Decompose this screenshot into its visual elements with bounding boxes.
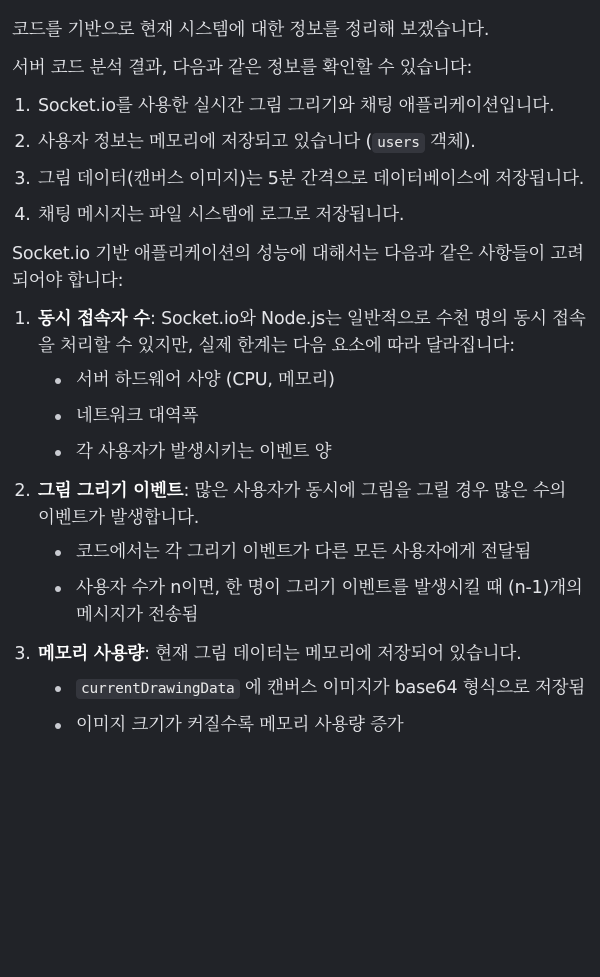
bullet-item: 이미지 크기가 커질수록 메모리 사용량 증가 <box>76 712 588 739</box>
item-title: 동시 접속자 수 <box>38 309 151 329</box>
bullet-item: 네트워크 대역폭 <box>76 403 588 430</box>
performance-item <box>36 478 588 629</box>
bullet-item <box>76 675 588 703</box>
bullet-list <box>38 675 588 739</box>
finding-item: 1. Socket.io를 사용한 실시간 그림 그리기와 채팅 애플리케이션입니다. <box>36 93 588 120</box>
bullet-item: 사용자 수가 n이면, 한 명이 그리기 이벤트를 발생시킬 때 (n-1)개의 메시지가 전송됨 <box>76 575 588 629</box>
finding-item <box>36 129 588 157</box>
finding-item: 3. 그림 데이터(캔버스 이미지)는 5분 간격으로 데이터베이스에 저장됩니다. <box>36 166 588 193</box>
item-title: 메모리 사용량 <box>38 644 145 664</box>
bullet-list <box>38 367 588 466</box>
item-text: : 많은 사용자가 동시에 그림을 그릴 경우 많은 수의 이벤트가 발생합니다. <box>38 481 567 528</box>
inline-code: users <box>372 133 425 153</box>
inline-code: currentDrawingData <box>76 679 240 699</box>
bullet-item: 각 사용자가 발생시키는 이벤트 양 <box>76 439 588 466</box>
bullet-item: 서버 하드웨어 사양 (CPU, 메모리) <box>76 367 588 394</box>
bullet-text: 에 캔버스 이미지가 base64 형식으로 저장됨 <box>239 678 586 698</box>
performance-list <box>12 306 588 739</box>
bullet-list <box>38 539 588 629</box>
intro-paragraph: 코드를 기반으로 현재 시스템에 대한 정보를 정리해 보겠습니다. <box>12 20 490 40</box>
performance-intro: Socket.io 기반 애플리케이션의 성능에 대해서는 다음과 같은 사항들이 고려되어야 합니다: <box>12 244 584 291</box>
finding-text: 사용자 정보는 메모리에 저장되고 있습니다 ( <box>38 132 373 152</box>
performance-item <box>36 306 588 466</box>
item-title: 그림 그리기 이벤트 <box>38 481 184 501</box>
analysis-intro: 서버 코드 분석 결과, 다음과 같은 정보를 확인할 수 있습니다: <box>12 58 473 78</box>
bullet-item: 코드에서는 각 그리기 이벤트가 다른 모든 사용자에게 전달됨 <box>76 539 588 566</box>
item-text: : 현재 그림 데이터는 메모리에 저장되어 있습니다. <box>144 644 522 664</box>
finding-item: 4. 채팅 메시지는 파일 시스템에 로그로 저장됩니다. <box>36 202 588 229</box>
item-text: : Socket.io와 Node.js는 일반적으로 수천 명의 동시 접속을 처리할 수 있지만, 실제 한계는 다음 요소에 따라 달라집니다: <box>38 309 586 356</box>
findings-list <box>12 93 588 229</box>
performance-item <box>36 641 588 739</box>
finding-text: 객체). <box>424 132 476 152</box>
